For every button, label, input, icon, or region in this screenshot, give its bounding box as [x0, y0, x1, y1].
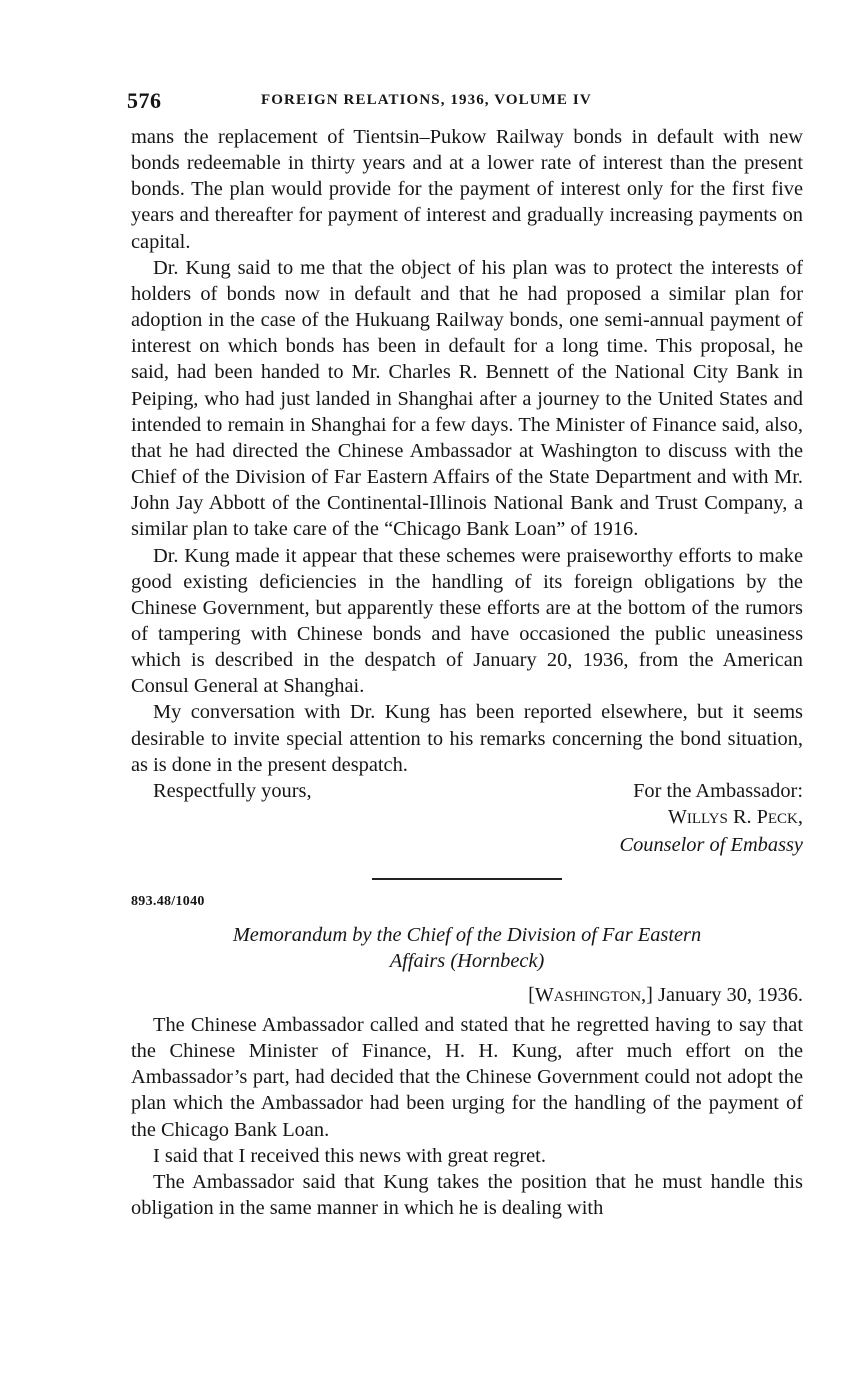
memo-paragraph-regret: I said that I received this news with great regret. — [153, 1144, 546, 1167]
signer-last-initial: P — [756, 805, 768, 828]
paragraph-kung-plan: Dr. Kung said to me that the object of his plan was to protect the interests of holders of bonds now in default and that he had proposed a similar plan for adoption in the case of the Hukuang Railway bonds, one semi-annual payment of interest on which bonds has been in default for a long time. This proposal, he said, had been handed to Mr. Charles R. Bennett of the National City Bank in Peiping, who had just landed in Shanghai after a journey to the United States and intended to remain in Shanghai for a few days. The Minister of Finance said, also, that he had directed the Chinese Ambassador at Washington to discuss with the Chief of the Division of Far Eastern Affairs of the State Department and with Mr. John Jay Abbott of the Continental-Illinois National Bank and Trust Company, a similar plan to take care of the “Chicago Bank Loan” of 1916. — [131, 256, 803, 541]
memo-title-line-1: Memorandum by the Chief of the Division of Far Eastern — [232, 923, 702, 946]
salutation: Respectfully yours, — [153, 779, 312, 802]
memo-paragraph-ambassador-called: The Chinese Ambassador called and stated that he regretted having to say that the Chinese Minister of Finance, H. H. Kung, after much effort on the Ambassador’s part, had decided that the Chinese Government could not adopt the plan which the Ambassador had been urging for the handling of the payment of the Chicago Bank Loan. — [131, 1013, 803, 1141]
paragraph-conversation: My conversation with Dr. Kung has been reported elsewhere, but it seems desirable to invite special attention to his remarks concerning the bond situation, as is done in the present despatch. — [131, 701, 803, 776]
signer-title: Counselor of Embassy — [619, 833, 803, 856]
signer-middle: R. — [727, 805, 757, 828]
paragraph-schemes: Dr. Kung made it appear that these schemes were praiseworthy efforts to make good existing deficiencies in the handling of its foreign obligations by the Chinese Government, but apparently these efforts are at the bottom of the rumors of tampering with Chinese bonds and have occasioned the public uneasiness which is described in the despatch of January 20, 1936, from the American Consul General at Shanghai. — [131, 544, 803, 698]
place-open-bracket: [ — [528, 983, 535, 1006]
running-head — [127, 88, 803, 124]
memo-body — [131, 1012, 803, 1221]
signer-first-initial: W — [667, 805, 687, 828]
page-number: 576 — [127, 88, 162, 113]
signer-first-rest: ILLYS — [686, 810, 728, 827]
memo-title — [131, 922, 803, 974]
signature-block — [619, 778, 803, 858]
memo-title-line-2: Affairs (Hornbeck) — [389, 949, 545, 972]
running-title: FOREIGN RELATIONS, 1936, VOLUME IV — [261, 92, 592, 108]
place-rest: ASHINGTON — [553, 988, 642, 1005]
file-number: 893.48/1040 — [131, 893, 205, 909]
place-close-bracket: ,] — [641, 983, 653, 1006]
paragraph-continued: mans the replacement of Tientsin–Pukow Railway bonds in default with new bonds redeemable in thirty years and at a lower rate of interest than the present bonds. The plan would provide for the payment of interest only for the first five years and thereafter for payment of interest and gradually increasing payments on capital. — [131, 126, 803, 253]
signer-last-rest: ECK — [767, 810, 798, 827]
signer-comma: , — [797, 805, 803, 828]
for-the-ambassador: For the Ambassador: — [633, 779, 803, 802]
document-page — [127, 88, 803, 1221]
memo-date: January 30, 1936. — [652, 983, 803, 1006]
place-initial: W — [534, 983, 554, 1006]
letter-closing — [131, 778, 803, 856]
signer-name — [619, 804, 803, 832]
section-divider — [372, 878, 562, 880]
memo-paragraph-kung-position: The Ambassador said that Kung takes the position that he must handle this obligation in the same manner in which he is dealing with — [131, 1170, 803, 1219]
dateline — [131, 982, 803, 1010]
